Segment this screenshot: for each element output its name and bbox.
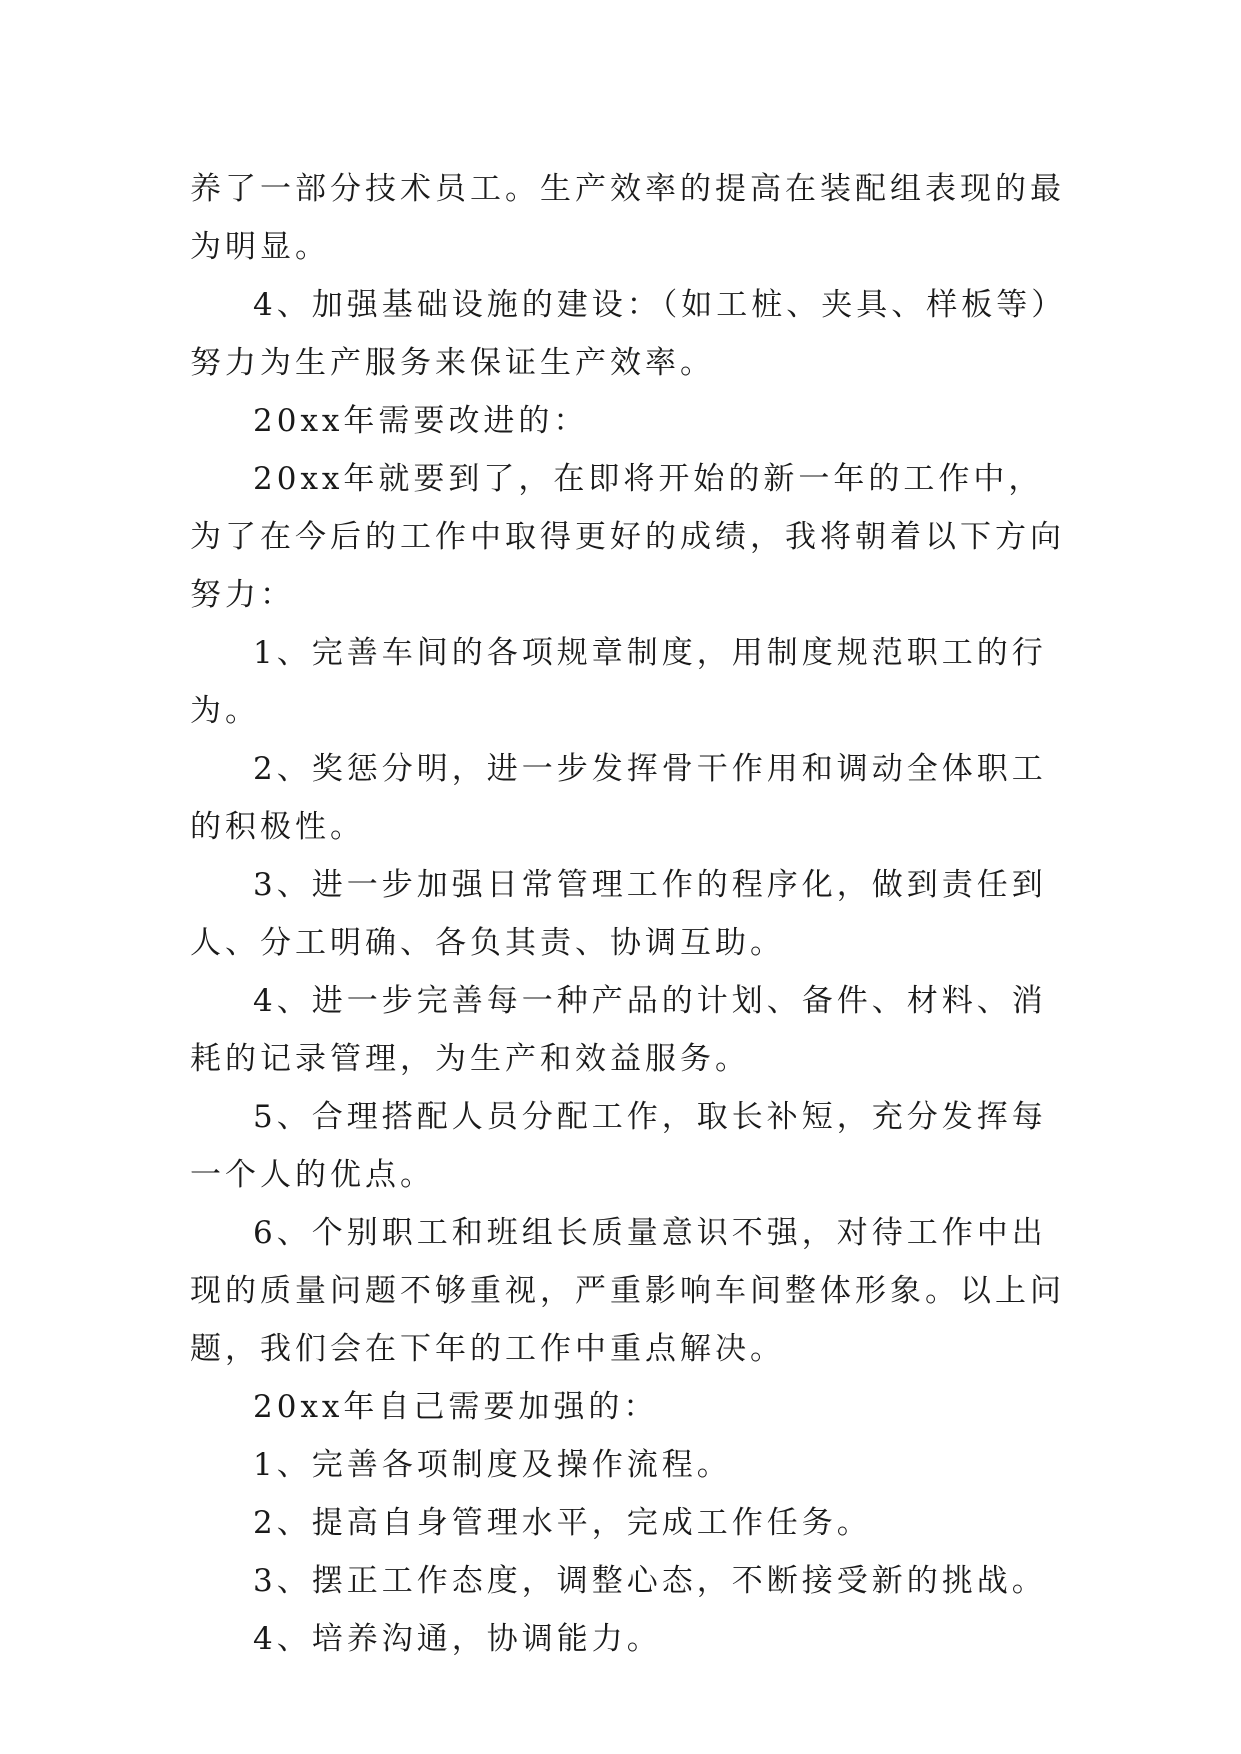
section-heading-improvements: 20xx年需要改进的： (253, 403, 589, 439)
list-item-self-2: 2、提高自身管理水平，完成工作任务。 (253, 1505, 872, 1541)
paragraph-2: 4、加强基础设施的建设：（如工桩、夹具、样板等）努力为生产服务来保证生产效率。 (190, 287, 1067, 381)
list-item-self-3: 3、摆正工作态度，调整心态，不断接受新的挑战。 (253, 1563, 1047, 1599)
list-item-improvement-6: 6、个别职工和班组长质量意识不强，对待工作中出现的质量问题不够重视，严重影响车间整体形象。以上问题，我们会在下年的工作中重点解决。 (190, 1215, 1065, 1367)
list-item-self-1: 1、完善各项制度及操作流程。 (253, 1447, 732, 1483)
list-item-improvement-2: 2、奖惩分明，进一步发挥骨干作用和调动全体职工的积极性。 (190, 751, 1047, 845)
section-heading-self: 20xx年自己需要加强的： (253, 1389, 659, 1425)
document-body (190, 160, 1070, 1668)
list-item-improvement-4: 4、进一步完善每一种产品的计划、备件、材料、消耗的记录管理，为生产和效益服务。 (190, 983, 1047, 1077)
list-item-improvement-5: 5、合理搭配人员分配工作，取长补短，充分发挥每一个人的优点。 (190, 1099, 1047, 1193)
list-item-improvement-1: 1、完善车间的各项规章制度，用制度规范职工的行为。 (190, 635, 1047, 729)
paragraph-4: 20xx年就要到了，在即将开始的新一年的工作中，为了在今后的工作中取得更好的成绩，我将朝着以下方向努力： (190, 461, 1065, 613)
list-item-self-4: 4、培养沟通，协调能力。 (253, 1621, 662, 1657)
paragraph-1: 养了一部分技术员工。生产效率的提高在装配组表现的最为明显。 (190, 171, 1065, 265)
list-item-improvement-3: 3、进一步加强日常管理工作的程序化，做到责任到人、分工明确、各负其责、协调互助。 (190, 867, 1047, 961)
